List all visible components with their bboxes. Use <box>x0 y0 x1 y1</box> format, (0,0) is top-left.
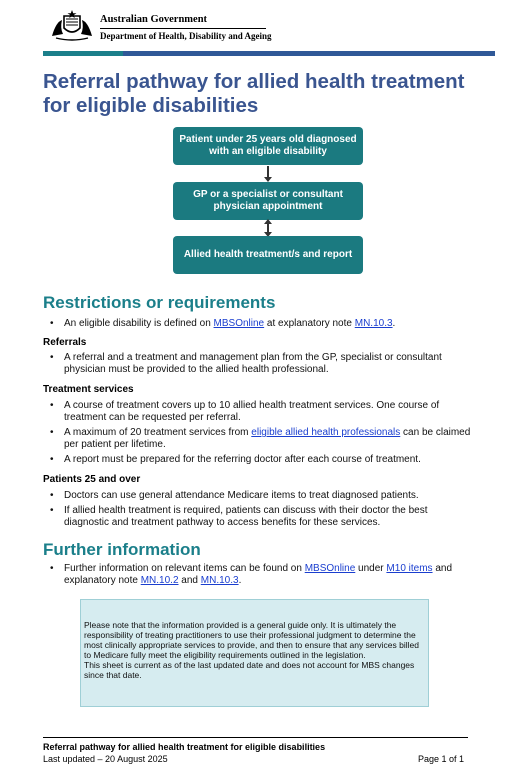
mbsonline-link-2[interactable]: MBSOnline <box>304 563 356 574</box>
header-band <box>43 51 495 56</box>
treatment-bullet-course: • A course of treatment covers up to 10 allied health treatment services. One course of treatment can be requested per referral. <box>50 400 440 423</box>
patients-25-heading: Patients 25 and over <box>43 474 141 485</box>
flow-arrow-down <box>267 166 269 178</box>
further-info-bullet: • Further information on relevant items can be found on MBSOnline under M10 items and explanatory note MN.10.2 and MN.10.3. <box>50 563 453 586</box>
currency-text: This sheet is current as of the last updated date and does not account for MBS changes since that date. <box>84 660 415 680</box>
disclaimer-text: Please note that the information provided is a general guide only. It is ultimately the responsibility of treating practitioners to use their professional judgment to determine the most clinically appropriate services to provide, and then to ensure that any services billed to Medicare fully meet the eligibility requirements outlined in the legislation. <box>84 620 419 660</box>
page-title: Referral pathway for allied health treatment for eligible disabilities <box>43 70 465 117</box>
footer-title: Referral pathway for allied health treatment for eligible disabilities <box>43 742 326 752</box>
department-name: Department of Health, Disability and Ageing <box>100 31 272 41</box>
mbsonline-link[interactable]: MBSOnline <box>213 318 265 329</box>
mn-10-2-link[interactable]: MN.10.2 <box>140 575 179 586</box>
eligible-allied-health-link[interactable]: eligible allied health professionals <box>251 427 401 438</box>
footer-last-updated: Last updated – 20 August 2025 <box>43 754 168 764</box>
over25-bullet-allied: • If allied health treatment is required, patients can discuss with their doctor the best diagnostic and treatment pathway to access benefits for these services. <box>50 505 428 528</box>
restrictions-heading: Restrictions or requirements <box>43 293 276 312</box>
flow-step-patient: Patient under 25 years old diagnosed with an eligible disability <box>173 127 363 165</box>
further-info-heading: Further information <box>43 540 201 559</box>
coat-of-arms-logo <box>50 10 94 42</box>
header-rule <box>100 28 266 29</box>
referrals-bullet: • A referral and a treatment and management plan from the GP, specialist or consultant physician must be provided to the allied health professional. <box>50 352 442 375</box>
footer-page-number: Page 1 of 1 <box>418 754 465 764</box>
m10-items-link[interactable]: M10 items <box>386 563 433 574</box>
treatment-services-heading: Treatment services <box>43 384 134 395</box>
flow-step-appointment: GP or a specialist or consultant physician appointment <box>173 182 363 220</box>
mn-10-3-link-2[interactable]: MN.10.3 <box>200 575 239 586</box>
treatment-bullet-report: • A report must be prepared for the referring doctor after each course of treatment. <box>50 454 421 465</box>
footer-rule <box>43 737 468 738</box>
over25-bullet-medicare: • Doctors can use general attendance Medicare items to treat diagnosed patients. <box>50 490 419 501</box>
referrals-heading: Referrals <box>43 337 87 348</box>
eligibility-bullet: • An eligible disability is defined on MBSOnline at explanatory note MN.10.3. <box>50 318 396 329</box>
flow-step-treatment: Allied health treatment/s and report <box>173 236 363 274</box>
mn-10-3-link[interactable]: MN.10.3 <box>354 318 393 329</box>
disclaimer-box <box>80 599 429 707</box>
flow-arrow-bidirectional <box>267 222 269 234</box>
government-name: Australian Government <box>100 14 208 25</box>
treatment-bullet-maximum: • A maximum of 20 treatment services from eligible allied health professionals can be claimed per patient per lifetime. <box>50 427 471 450</box>
